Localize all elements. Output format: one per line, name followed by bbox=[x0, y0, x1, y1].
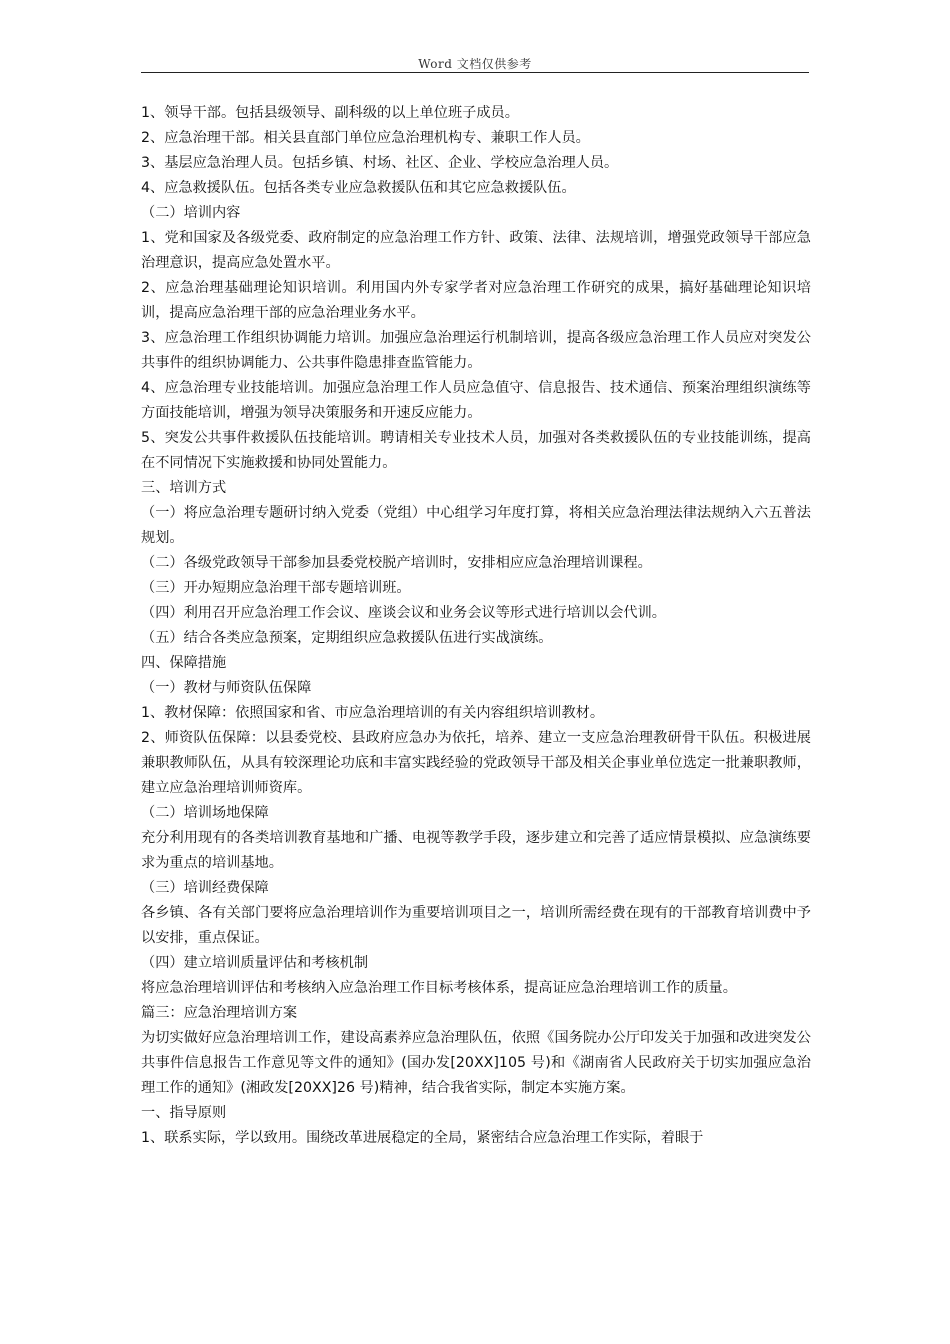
paragraph: 4、应急治理专业技能培训。加强应急治理工作人员应急值守、信息报告、技术通信、预案治理组织演练等方面技能培训，增强为领导决策服务和开速反应能力。 bbox=[141, 380, 811, 421]
paragraph: （一）将应急治理专题研讨纳入党委（党组）中心组学习年度打算，将相关应急治理法律法规纳入六五普法规划。 bbox=[141, 505, 811, 546]
page-header: Word 文档仅供参考 bbox=[418, 57, 532, 71]
paragraph: 3、基层应急治理人员。包括乡镇、村场、社区、企业、学校应急治理人员。 bbox=[141, 155, 619, 171]
paragraph: 1、领导干部。包括县级领导、副科级的以上单位班子成员。 bbox=[141, 105, 519, 121]
section-heading: （二）培训内容 bbox=[141, 205, 241, 221]
section-heading: （一）教材与师资队伍保障 bbox=[141, 680, 312, 696]
paragraph: 2、应急治理干部。相关县直部门单位应急治理机构专、兼职工作人员。 bbox=[141, 130, 590, 146]
paragraph: 5、突发公共事件救援队伍技能培训。聘请相关专业技术人员，加强对各类救援队伍的专业技能训练，提高在不同情况下实施救援和协同处置能力。 bbox=[141, 430, 811, 471]
paragraph: 2、应急治理基础理论知识培训。利用国内外专家学者对应急治理工作研究的成果，搞好基础理论知识培训，提高应急治理干部的应急治理业务水平。 bbox=[141, 280, 811, 321]
header-divider bbox=[141, 72, 809, 73]
paragraph: （二）各级党政领导干部参加县委党校脱产培训时，安排相应应急治理培训课程。 bbox=[141, 555, 652, 571]
paragraph: 2、师资队伍保障：以县委党校、县政府应急办为依托，培养、建立一支应急治理教研骨干队伍。积极进展兼职教师队伍，从具有较深理论功底和丰富实践经验的党政领导干部及相关企事业单位选定一批兼职教师，建立应急治理培训师资库。 bbox=[141, 730, 811, 796]
paragraph: 为切实做好应急治理培训工作，建设高素养应急治理队伍，依照《国务院办公厅印发关于加强和改进突发公共事件信息报告工作意见等文件的通知》(国办发[20XX]105 号)和《湖南省人民政府关于切实加强应急治理工作的通知》(湘政发[20XX]26 号)精神，结合我省实际，制定本实施方案。 bbox=[141, 1030, 811, 1096]
paragraph: （五）结合各类应急预案，定期组织应急救援队伍进行实战演练。 bbox=[141, 630, 553, 646]
section-heading: （三）培训经费保障 bbox=[141, 880, 269, 896]
paragraph: （三）开办短期应急治理干部专题培训班。 bbox=[141, 580, 411, 596]
chapter-heading: 篇三：应急治理培训方案 bbox=[141, 1005, 298, 1021]
paragraph: 将应急治理培训评估和考核纳入应急治理工作目标考核体系，提高证应急治理培训工作的质量。 bbox=[141, 980, 737, 996]
section-heading: （四）建立培训质量评估和考核机制 bbox=[141, 955, 369, 971]
section-heading: 一、指导原则 bbox=[141, 1105, 227, 1121]
paragraph: （四）利用召开应急治理工作会议、座谈会议和业务会议等形式进行培训以会代训。 bbox=[141, 605, 666, 621]
section-heading: （二）培训场地保障 bbox=[141, 805, 269, 821]
paragraph: 3、应急治理工作组织协调能力培训。加强应急治理运行机制培训，提高各级应急治理工作人员应对突发公共事件的组织协调能力、公共事件隐患排查监管能力。 bbox=[141, 330, 811, 371]
paragraph: 1、党和国家及各级党委、政府制定的应急治理工作方针、政策、法律、法规培训，增强党政领导干部应急治理意识，提高应急处置水平。 bbox=[141, 230, 811, 271]
paragraph: 各乡镇、各有关部门要将应急治理培训作为重要培训项目之一，培训所需经费在现有的干部教育培训费中予以安排，重点保证。 bbox=[141, 905, 811, 946]
paragraph: 1、联系实际，学以致用。围绕改革进展稳定的全局，紧密结合应急治理工作实际，着眼于 bbox=[141, 1130, 704, 1146]
section-heading: 三、培训方式 bbox=[141, 480, 227, 496]
section-heading: 四、保障措施 bbox=[141, 655, 227, 671]
paragraph: 充分利用现有的各类培训教育基地和广播、电视等教学手段，逐步建立和完善了适应情景模拟、应急演练要求为重点的培训基地。 bbox=[141, 830, 811, 871]
paragraph: 4、应急救援队伍。包括各类专业应急救援队伍和其它应急救援队伍。 bbox=[141, 180, 576, 196]
document-body bbox=[141, 101, 811, 1151]
paragraph: 1、教材保障：依照国家和省、市应急治理培训的有关内容组织培训教材。 bbox=[141, 705, 605, 721]
